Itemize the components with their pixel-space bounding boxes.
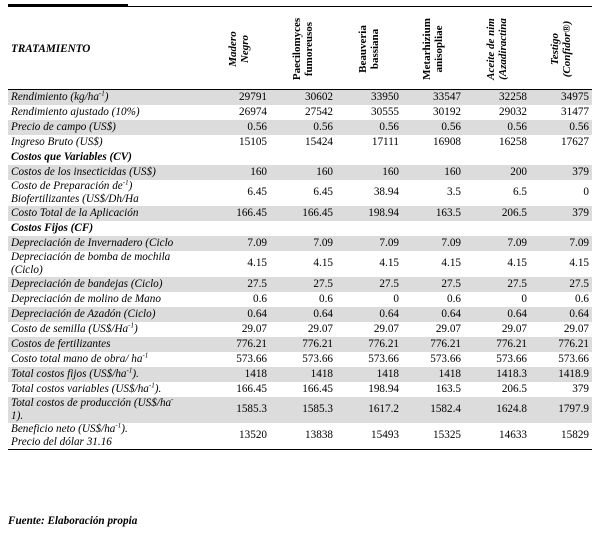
- cell-value: 7.09: [464, 236, 530, 251]
- row-label-tail: ): [128, 179, 133, 192]
- row-label: [8, 105, 208, 120]
- cell-value: 38.94: [373, 186, 399, 198]
- table-row: [8, 337, 592, 352]
- cell-value: 1418: [208, 367, 270, 382]
- cell-value: 17627: [561, 135, 589, 148]
- cell-value: 160: [270, 165, 336, 180]
- cell-value: 0.64: [270, 307, 336, 322]
- cell-value: 15325: [433, 429, 461, 441]
- table-row: [8, 322, 592, 337]
- row-label-superscript: -1: [148, 381, 155, 389]
- table-row: [8, 367, 592, 382]
- row-label: [8, 206, 208, 221]
- cell-value: 7.09: [530, 236, 592, 251]
- cell-value: 206.5: [501, 382, 527, 395]
- cell-value: 573.66: [430, 352, 461, 365]
- row-label-text: Precio de campo (US$): [11, 120, 116, 133]
- cell-value: 15424: [305, 135, 333, 148]
- column-header-line2: anisopliae: [433, 25, 445, 73]
- row-label-superscript: -1: [122, 179, 129, 186]
- column-header: [530, 9, 592, 90]
- row-label-superscript: -1: [115, 422, 122, 429]
- cell-value: 27542: [305, 105, 333, 118]
- row-label-line2: (Ciclo): [11, 263, 43, 276]
- cell-value: 14633: [499, 429, 527, 441]
- cell-value: 573.66: [236, 352, 267, 365]
- row-label-text: Costo total mano de obra/ ha: [11, 352, 143, 365]
- row-label-text: Costos de los insecticidas (US$): [11, 165, 156, 178]
- row-label-text: Rendimiento (kg/ha: [11, 90, 99, 103]
- row-label: [8, 221, 592, 236]
- cell-value: 379: [530, 206, 592, 221]
- cell-value: 4.15: [247, 257, 267, 269]
- cell-value: 27.5: [530, 277, 592, 292]
- row-label: [8, 307, 208, 322]
- cell-value: 163.5: [435, 382, 461, 395]
- cell-value: 1585.3: [208, 397, 270, 423]
- row-label: [8, 236, 208, 251]
- cell-value: 1418: [336, 367, 402, 382]
- cell-value: 27.5: [402, 277, 464, 292]
- column-header-label: [291, 18, 315, 80]
- cell-value: 379: [572, 382, 589, 395]
- cell-value: 160: [336, 165, 402, 180]
- table-header-row: [8, 9, 592, 90]
- cell-value: 27.5: [208, 277, 270, 292]
- column-header-line1: Testigo: [549, 33, 561, 65]
- row-label: [8, 90, 208, 105]
- row-label: [8, 397, 208, 423]
- row-label-text: Costos Fijos (CF): [11, 221, 94, 234]
- cell-value: 15105: [239, 135, 267, 148]
- row-label-line2: Precio del dólar 31.16: [11, 435, 112, 448]
- cell-value: 34975: [530, 90, 592, 105]
- cell-value: 0.6: [319, 292, 333, 305]
- column-header-line2: (Azadiractina: [497, 18, 509, 80]
- row-label-text: Depreciación de bomba de mochila: [11, 250, 171, 263]
- cell-value: 6.45: [313, 186, 333, 198]
- section-row: [8, 150, 592, 165]
- row-label-tail: ).: [121, 422, 128, 435]
- cell-value: 200: [464, 165, 530, 180]
- source-note: Fuente: Elaboración propia: [8, 515, 138, 527]
- cell-value: 0.56: [336, 120, 402, 135]
- column-header-label: [485, 18, 509, 80]
- cell-value: 29.07: [435, 322, 461, 335]
- column-header-label: [357, 25, 381, 73]
- row-label-superscript: -1: [128, 321, 134, 329]
- row-label: [8, 120, 208, 135]
- cell-value: 0.64: [208, 307, 270, 322]
- cell-value: 1624.8: [464, 397, 530, 423]
- cell-value: 1418: [270, 367, 336, 382]
- cell-value: 27.5: [270, 277, 336, 292]
- row-label: [8, 277, 208, 292]
- cell-value: 0.64: [464, 307, 530, 322]
- column-header-line1: Madero: [227, 31, 239, 67]
- table-row: [8, 206, 592, 221]
- table-row: [8, 180, 592, 206]
- cell-value: 0: [393, 292, 399, 305]
- column-header: [336, 9, 402, 90]
- cell-value: 573.66: [302, 352, 333, 365]
- cell-value: 6.5: [513, 186, 527, 198]
- cell-value: 15493: [371, 429, 399, 441]
- cell-value: 17111: [371, 135, 399, 148]
- column-header-line2: (Confidor®): [561, 20, 573, 78]
- cell-value: 4.15: [379, 257, 399, 269]
- cell-value: 29791: [208, 90, 270, 105]
- row-label-text: Costos de fertilizantes: [11, 337, 111, 350]
- cell-value: 7.09: [270, 236, 336, 251]
- cell-value: 3.5: [447, 186, 461, 198]
- row-label-superscript: -1: [126, 366, 133, 374]
- table-row: [8, 307, 592, 322]
- cell-value: 13838: [305, 429, 333, 441]
- row-label-text: Costo de semilla (US$/Ha: [11, 322, 129, 335]
- row-label-tail: ): [104, 90, 109, 103]
- column-header: [270, 9, 336, 90]
- cell-value: 6.45: [247, 186, 267, 198]
- cell-value: 1418.9: [530, 367, 592, 382]
- row-label-superscript: -: [171, 396, 174, 403]
- cell-value: 0.64: [336, 307, 402, 322]
- cell-value: 160: [402, 165, 464, 180]
- table-row: [8, 292, 592, 307]
- row-label-tail: ): [134, 322, 138, 335]
- cell-value: 166.45: [236, 382, 267, 395]
- row-label-line2: Biofertilizantes (US$/Dh/Ha: [11, 192, 139, 205]
- row-label-superscript: -1: [142, 351, 149, 359]
- row-label: [8, 180, 208, 206]
- cell-value: 29.07: [501, 322, 527, 335]
- cell-value: 0.64: [530, 307, 592, 322]
- cell-value: 0.56: [208, 120, 270, 135]
- row-label-text: Depreciación de Azadón (Ciclo): [11, 307, 156, 320]
- row-label-tail: ).: [132, 367, 139, 380]
- cell-value: 776.21: [270, 337, 336, 352]
- cell-value: 30602: [270, 90, 336, 105]
- table-row: [8, 135, 592, 150]
- cell-value: 7.09: [402, 236, 464, 251]
- row-label-superscript: -1: [98, 89, 105, 98]
- cell-value: 160: [208, 165, 270, 180]
- cell-value: 0.56: [530, 120, 592, 135]
- table-row: [8, 90, 592, 105]
- table-row: [8, 277, 592, 292]
- cell-value: 27.5: [464, 277, 530, 292]
- cell-value: 29.07: [241, 322, 267, 335]
- cost-table: [8, 9, 592, 450]
- column-header: [464, 9, 530, 90]
- cell-value: 29032: [499, 105, 527, 118]
- cell-value: 31477: [561, 105, 589, 118]
- row-label: [8, 150, 592, 165]
- cell-value: 776.21: [336, 337, 402, 352]
- row-label-tail: ).: [154, 382, 162, 395]
- cell-value: 4.15: [569, 257, 589, 269]
- cell-value: 0.56: [464, 120, 530, 135]
- row-label-text: Rendimiento ajustado (10%): [11, 105, 140, 118]
- cell-value: 27.5: [336, 277, 402, 292]
- table-row: [8, 423, 592, 450]
- cell-value: 776.21: [402, 337, 464, 352]
- row-label-text: Ingreso Bruto (US$): [11, 135, 103, 148]
- cell-value: 166.45: [270, 206, 336, 221]
- row-label: [8, 292, 208, 307]
- cell-value: 30555: [371, 105, 399, 118]
- cell-value: 1797.9: [530, 397, 592, 423]
- cell-value: 573.66: [368, 352, 399, 365]
- table-row: [8, 120, 592, 135]
- cell-value: 0.56: [402, 120, 464, 135]
- row-label-text: Costos que Variables (CV): [11, 150, 132, 163]
- row-label-text: Costo Total de la Aplicación: [11, 206, 139, 219]
- row-label: [8, 337, 208, 352]
- cell-value: 0: [521, 292, 527, 305]
- row-label-line2-tail: ).: [16, 409, 24, 422]
- cell-value: 13520: [239, 429, 267, 441]
- cell-value: 4.15: [313, 257, 333, 269]
- top-rule: [8, 6, 592, 7]
- cell-value: 1617.2: [336, 397, 402, 423]
- cell-value: 33547: [402, 90, 464, 105]
- row-label: [8, 251, 208, 277]
- row-label: [8, 382, 208, 397]
- cell-value: 15829: [561, 429, 589, 441]
- table-body: [8, 90, 592, 450]
- column-header: [402, 9, 464, 90]
- cell-value: 0.64: [402, 307, 464, 322]
- row-label-text: Costo de Preparación de: [11, 179, 123, 192]
- section-row: [8, 221, 592, 236]
- column-header-line1: Metarhizium: [421, 18, 433, 80]
- column-header-line2: bassiana: [369, 28, 381, 70]
- cell-value: 379: [530, 165, 592, 180]
- table-row: [8, 382, 592, 397]
- cell-value: 33950: [336, 90, 402, 105]
- cell-value: 29.07: [373, 322, 399, 335]
- table-row: [8, 397, 592, 423]
- cell-value: 30192: [433, 105, 461, 118]
- row-label: [8, 165, 208, 180]
- cell-value: 1418.3: [464, 367, 530, 382]
- cell-value: 0.6: [575, 292, 589, 305]
- row-label: [8, 423, 208, 450]
- column-header-line1: Beauveria: [357, 25, 369, 73]
- row-label-text: Total costos de producción (US$/ha: [11, 396, 172, 409]
- column-header-line2: Negro: [239, 34, 251, 64]
- column-header-label: [549, 21, 573, 78]
- cell-value: 1582.4: [402, 397, 464, 423]
- cell-value: 26974: [239, 105, 267, 118]
- row-label: [8, 135, 208, 150]
- table-row: [8, 352, 592, 367]
- header-tratamiento: TRATAMIENTO: [11, 42, 91, 55]
- column-header-line2: fumoreusos: [303, 21, 315, 77]
- column-header-line1: Aceite de nim: [485, 18, 497, 80]
- cell-value: 198.94: [336, 206, 402, 221]
- cell-value: 0.6: [447, 292, 461, 305]
- column-header-line1: Paecilomyces: [291, 17, 303, 81]
- cell-value: 163.5: [402, 206, 464, 221]
- column-header: [208, 9, 270, 90]
- row-label-line2: 1: [11, 409, 17, 422]
- row-label-text: Total costos variables (US$/ha: [11, 382, 149, 395]
- row-label: [8, 352, 208, 367]
- cell-value: 776.21: [464, 337, 530, 352]
- cell-value: 32258: [464, 90, 530, 105]
- row-label-text: Depreciación de Invernadero (Ciclo: [11, 236, 174, 249]
- cell-value: 206.5: [464, 206, 530, 221]
- row-label-text: Depreciación de molino de Mano: [11, 292, 161, 305]
- cell-value: 16908: [433, 135, 461, 148]
- cell-value: 573.66: [496, 352, 527, 365]
- cell-value: 776.21: [530, 337, 592, 352]
- column-header-label: [421, 18, 445, 80]
- cell-value: 7.09: [208, 236, 270, 251]
- column-header-label: [227, 31, 251, 66]
- cell-value: 573.66: [558, 352, 589, 365]
- cell-value: 4.15: [507, 257, 527, 269]
- row-label: [8, 322, 208, 337]
- table-row: [8, 165, 592, 180]
- cell-value: 7.09: [336, 236, 402, 251]
- table-row: [8, 251, 592, 277]
- cell-value: 0.6: [253, 292, 267, 305]
- table-row: [8, 236, 592, 251]
- cell-value: 16258: [499, 135, 527, 148]
- cell-value: 1585.3: [270, 397, 336, 423]
- row-label-text: Beneficio neto (US$/ha: [11, 422, 116, 435]
- cell-value: 776.21: [208, 337, 270, 352]
- cell-value: 4.15: [441, 257, 461, 269]
- cell-value: 29.07: [307, 322, 333, 335]
- cell-value: 0: [583, 186, 589, 198]
- cell-value: 198.94: [368, 382, 399, 395]
- row-label-text: Total costos fijos (US$/ha: [11, 367, 127, 380]
- row-label: [8, 367, 208, 382]
- cell-value: 0.56: [270, 120, 336, 135]
- cell-value: 166.45: [302, 382, 333, 395]
- cell-value: 29.07: [563, 322, 589, 335]
- table-row: [8, 105, 592, 120]
- cell-value: 1418: [402, 367, 464, 382]
- cell-value: 166.45: [208, 206, 270, 221]
- row-label-text: Depreciación de bandejas (Ciclo): [11, 277, 163, 290]
